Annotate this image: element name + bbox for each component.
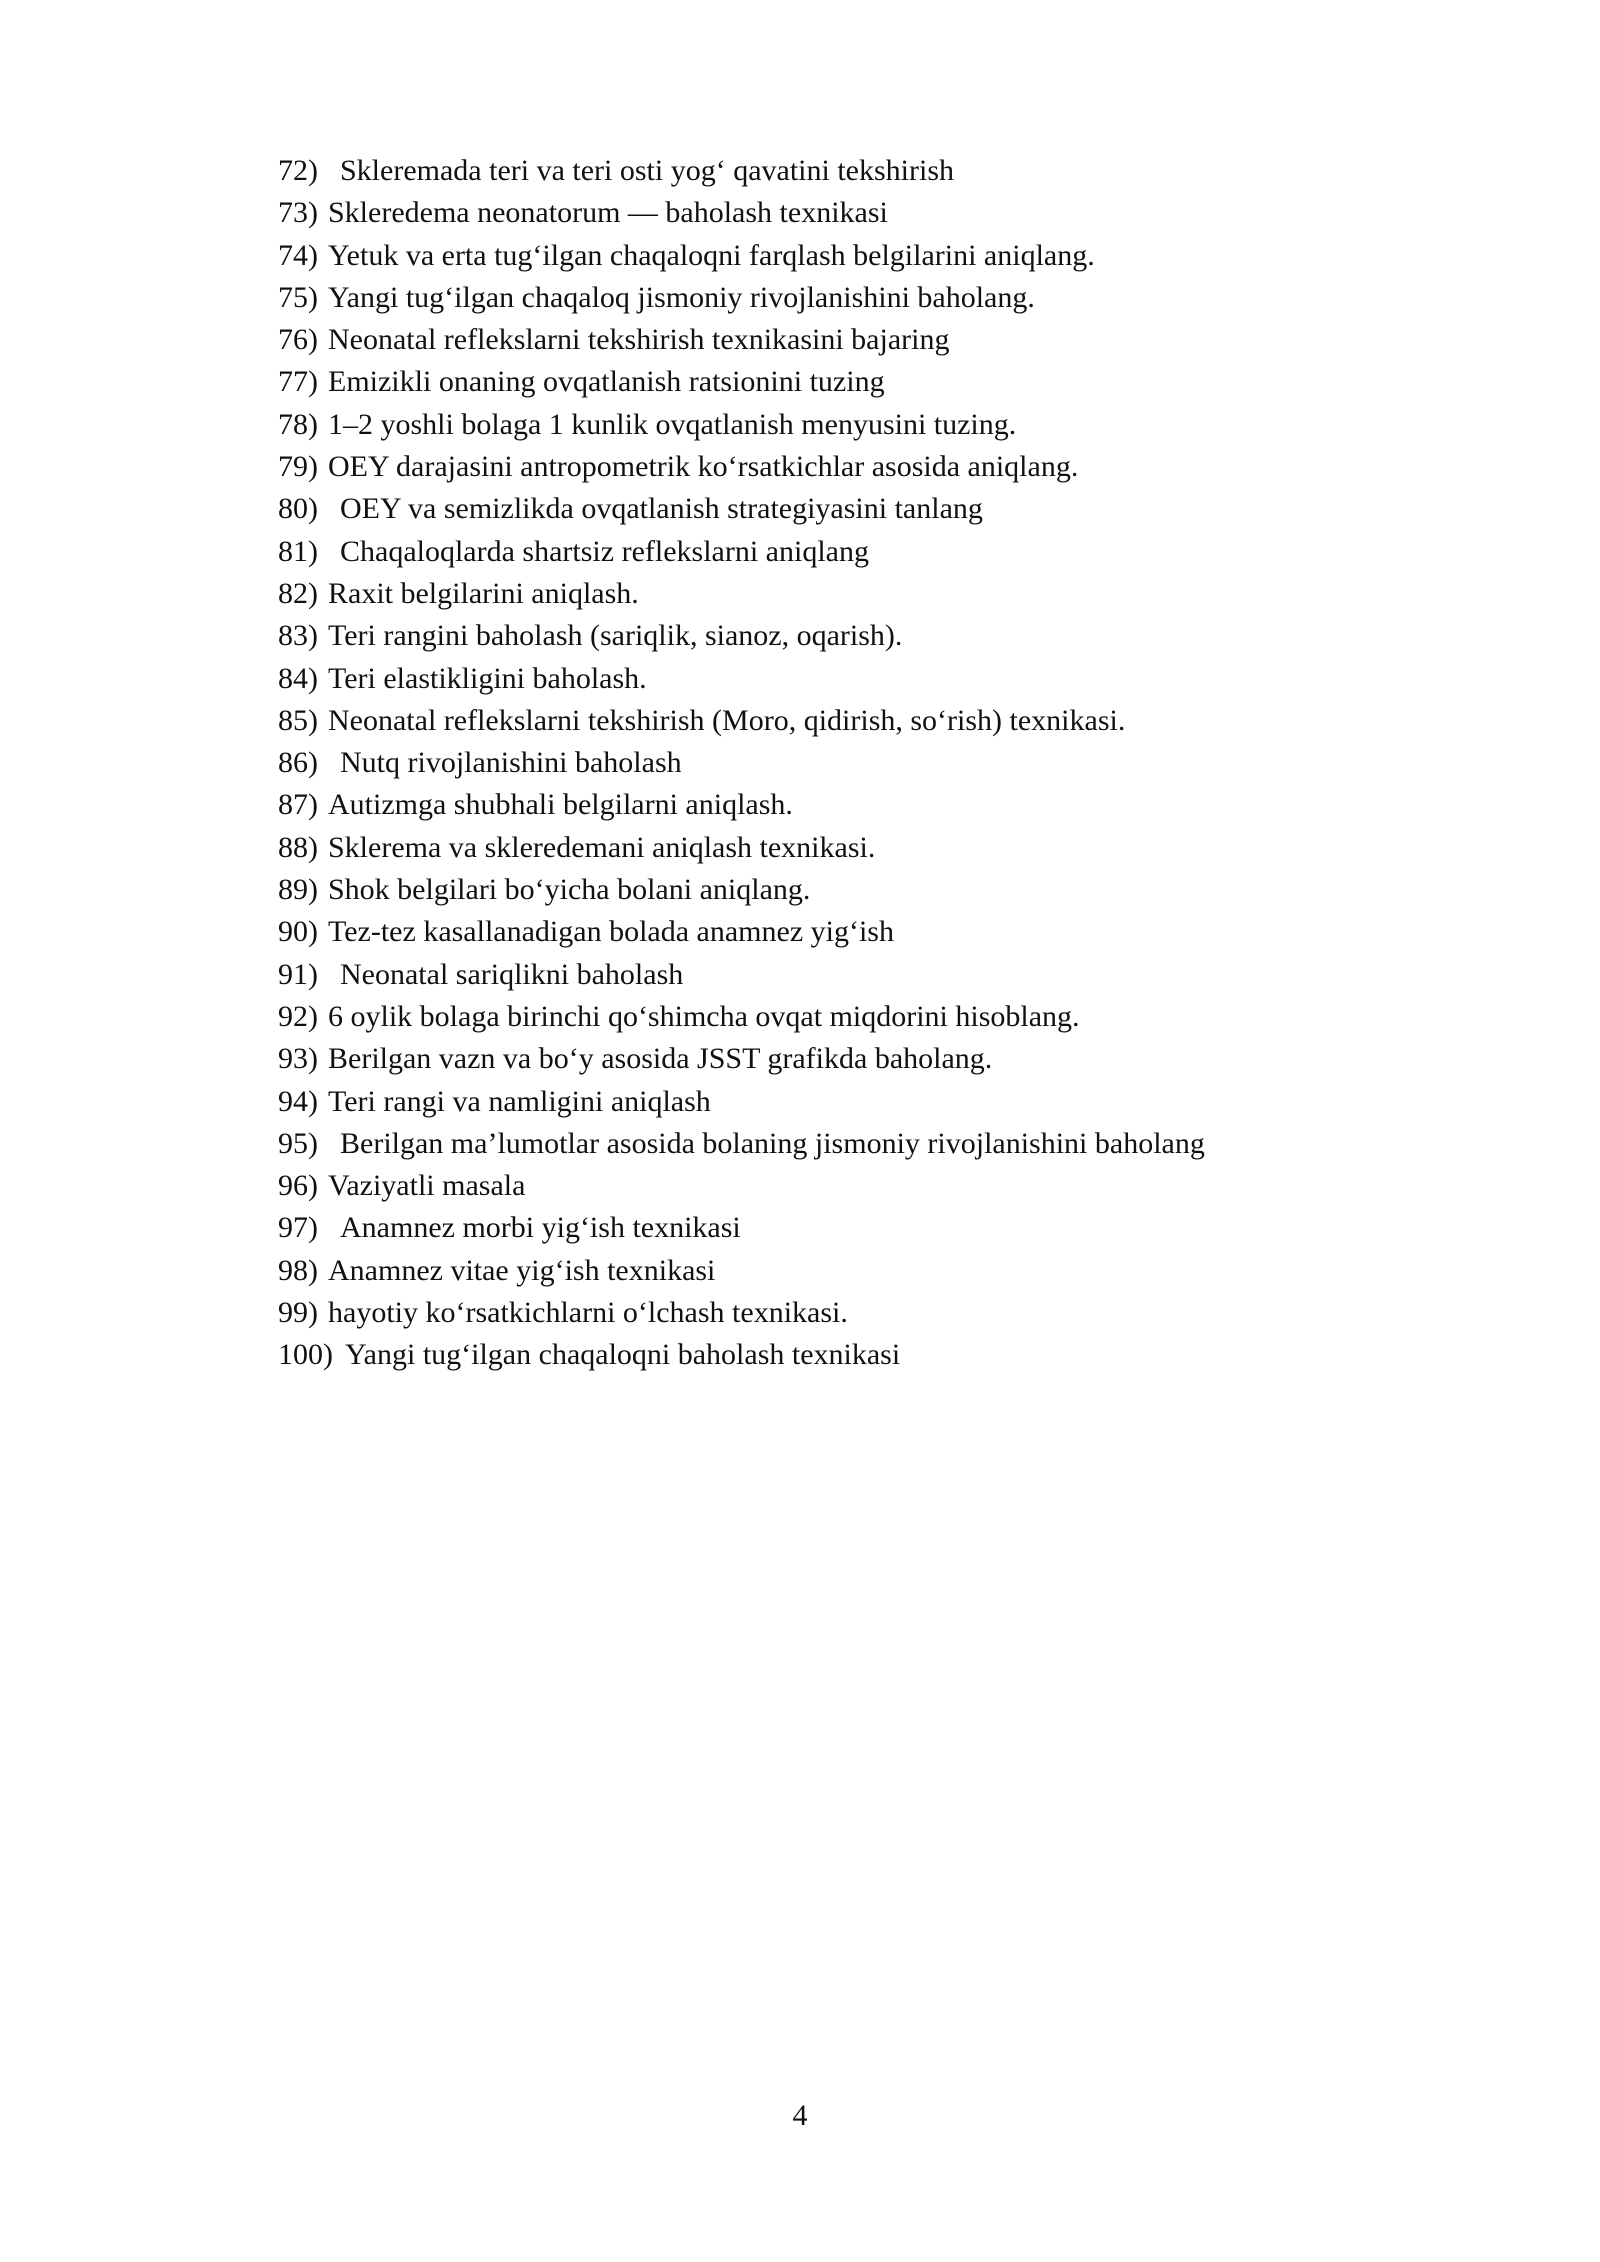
item-text: Neonatal reflekslarni tekshirish (Moro, qidirish, so‘rish) texnikasi. <box>328 703 1126 737</box>
item-number: 98) <box>278 1253 318 1287</box>
item-text: Skleredema neonatorum — baholash texnikasi <box>328 196 888 230</box>
item-text: Yetuk va erta tug‘ilgan chaqaloqni farqlash belgilarini aniqlang. <box>328 238 1095 272</box>
item-number: 90) <box>278 915 318 949</box>
item-number: 87) <box>278 788 318 822</box>
item-text: Tez-tez kasallanadigan bolada anamnez yig‘ish <box>328 915 894 949</box>
item-number: 91) <box>278 957 318 991</box>
item-text: Anamnez morbi yig‘ish texnikasi <box>340 1211 741 1245</box>
page-number: 4 <box>792 2099 808 2132</box>
list-item <box>278 1292 1428 1334</box>
item-number: 92) <box>278 999 318 1033</box>
list-item <box>278 784 1428 826</box>
item-text: Yangi tug‘ilgan chaqaloq jismoniy rivojlanishini baholang. <box>328 280 1035 314</box>
list-item <box>278 954 1428 996</box>
item-text: Teri rangi va namligini aniqlash <box>328 1084 711 1118</box>
item-number: 97) <box>278 1211 318 1245</box>
list-item <box>278 1250 1428 1292</box>
item-text: Chaqaloqlarda shartsiz reflekslarni aniqlang <box>340 534 869 568</box>
item-number: 96) <box>278 1169 318 1203</box>
item-text: Shok belgilari bo‘yicha bolani aniqlang. <box>328 873 811 907</box>
list-item <box>278 150 1428 192</box>
list-item <box>278 1038 1428 1080</box>
item-text: 6 oylik bolaga birinchi qo‘shimcha ovqat miqdorini hisoblang. <box>328 999 1080 1033</box>
list-item <box>278 869 1428 911</box>
item-number: 72) <box>278 154 318 187</box>
list-item <box>278 277 1428 319</box>
list-item <box>278 446 1428 488</box>
item-text: 1–2 yoshli bolaga 1 kunlik ovqatlanish menyusini tuzing. <box>328 407 1017 441</box>
item-number: 99) <box>278 1296 318 1330</box>
list-item <box>278 404 1428 446</box>
item-number: 74) <box>278 238 318 272</box>
list-item <box>278 488 1428 530</box>
list-item <box>278 1081 1428 1123</box>
item-number: 78) <box>278 407 318 441</box>
list-item <box>278 1207 1428 1249</box>
item-text: Teri elastikligini baholash. <box>328 661 647 695</box>
item-text: Raxit belgilarini aniqlash. <box>328 576 639 610</box>
list-item <box>278 996 1428 1038</box>
item-text: OEY va semizlikda ovqatlanish strategiyasini tanlang <box>340 492 983 526</box>
item-number: 85) <box>278 703 318 737</box>
item-number: 86) <box>278 746 318 780</box>
item-number: 79) <box>278 450 318 484</box>
list-item <box>278 319 1428 361</box>
item-text: Sklerema va skleredemani aniqlash texnikasi. <box>328 830 876 864</box>
item-text: Berilgan ma’lumotlar asosida bolaning jismoniy rivojlanishini baholang <box>340 1126 1205 1160</box>
list-item <box>278 235 1428 277</box>
item-number: 73) <box>278 196 318 230</box>
item-text: Nutq rivojlanishini baholash <box>340 746 682 780</box>
list-item <box>278 1334 1428 1376</box>
item-number: 88) <box>278 830 318 864</box>
list-item <box>278 192 1428 234</box>
item-text: Neonatal sariqlikni baholash <box>340 957 684 991</box>
item-number: 95) <box>278 1126 318 1160</box>
list-item <box>278 742 1428 784</box>
item-text: Anamnez vitae yig‘ish texnikasi <box>328 1253 716 1287</box>
item-text: Autizmga shubhali belgilarni aniqlash. <box>328 788 793 822</box>
item-number: 82) <box>278 576 318 610</box>
numbered-list <box>278 150 1428 1377</box>
list-item <box>278 658 1428 700</box>
item-number: 100) <box>278 1338 333 1372</box>
item-number: 81) <box>278 534 318 568</box>
list-item <box>278 531 1428 573</box>
item-number: 89) <box>278 873 318 907</box>
item-text: hayotiy ko‘rsatkichlarni o‘lchash texnikasi. <box>328 1296 848 1330</box>
item-number: 83) <box>278 619 318 653</box>
item-number: 77) <box>278 365 318 399</box>
item-text: Yangi tug‘ilgan chaqaloqni baholash texnikasi <box>345 1338 901 1372</box>
list-item <box>278 361 1428 403</box>
item-number: 80) <box>278 492 318 526</box>
item-text: Berilgan vazn va bo‘y asosida JSST grafikda baholang. <box>328 1042 993 1076</box>
item-number: 93) <box>278 1042 318 1076</box>
item-number: 94) <box>278 1084 318 1118</box>
list-item <box>278 615 1428 657</box>
list-item <box>278 573 1428 615</box>
item-text: Vaziyatli masala <box>328 1169 526 1203</box>
item-text: Emizikli onaning ovqatlanish ratsionini tuzing <box>328 365 885 399</box>
list-item <box>278 1123 1428 1165</box>
list-item <box>278 1165 1428 1207</box>
item-text: Teri rangini baholash (sariqlik, sianoz, oqarish). <box>328 619 903 653</box>
item-number: 76) <box>278 323 318 357</box>
list-item <box>278 827 1428 869</box>
item-text: Neonatal reflekslarni tekshirish texnikasini bajaring <box>328 323 950 357</box>
list-item <box>278 700 1428 742</box>
item-text: OEY darajasini antropometrik ko‘rsatkichlar asosida aniqlang. <box>328 450 1079 484</box>
item-text: Skleremada teri va teri osti yog‘ qavatini tekshirish <box>340 154 955 187</box>
item-number: 84) <box>278 661 318 695</box>
list-item <box>278 911 1428 953</box>
item-number: 75) <box>278 280 318 314</box>
